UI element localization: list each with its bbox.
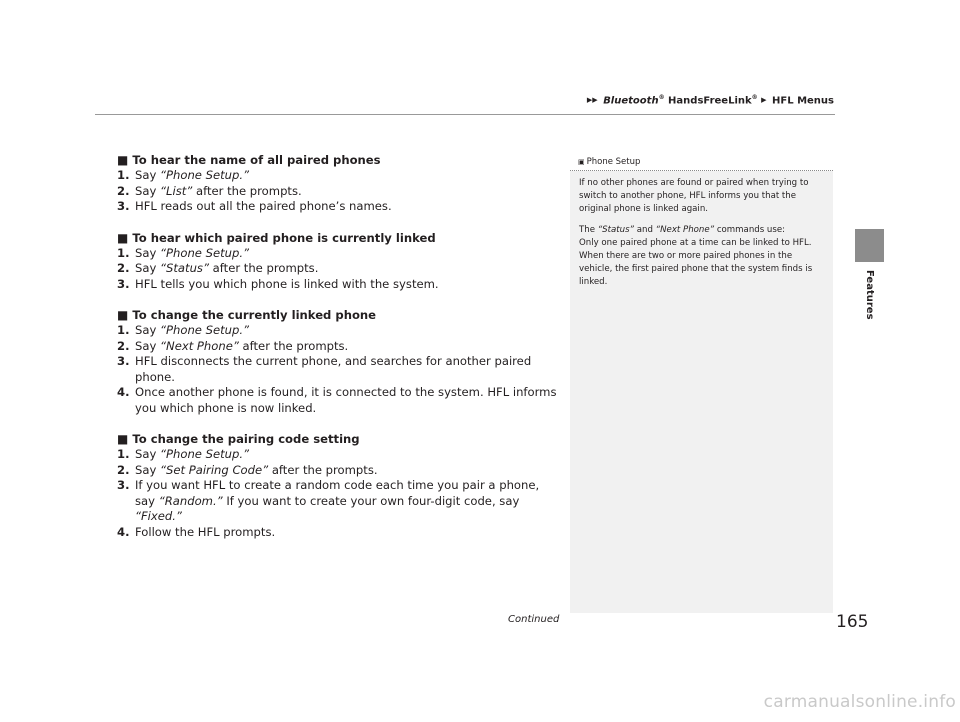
sidebar-paragraph: Only one paired phone at a time can be linked to HFL. When there are two or more paired phones in the vehicle, the first paired phone that the system finds is linked. [579, 238, 813, 287]
step: 3. HFL disconnects the current phone, and searches for another paired phone. [117, 354, 532, 384]
main-content [117, 152, 557, 555]
bullet-square-icon: ■ [117, 308, 129, 322]
sidebar-note [570, 155, 833, 613]
step: 1. Say “Phone Setup.” [117, 168, 250, 182]
section-all-paired [117, 152, 557, 215]
step: 1. Say “Phone Setup.” [117, 245, 250, 260]
section-change-linked [117, 307, 557, 416]
breadcrumb-hfl-menus: HFL Menus [772, 95, 834, 107]
bullet-square-icon: ■ [117, 432, 129, 446]
breadcrumb-handsfreelink: HandsFreeLink [668, 95, 752, 107]
chapter-tab [855, 229, 884, 262]
chapter-label: Features [864, 270, 875, 320]
section-title: ■ To change the pairing code setting [117, 432, 360, 446]
reference-box-icon: ▣ [578, 158, 585, 166]
section-title: ■ To hear the name of all paired phones [117, 153, 381, 167]
step: 2. Say “Next Phone” after the prompts. [117, 338, 349, 353]
header-rule [95, 114, 835, 115]
page-number: 165 [836, 612, 869, 632]
section-title: ■ To hear which paired phone is currently linked [117, 230, 436, 245]
arrow-icon: ▶ [761, 96, 767, 105]
breadcrumb [587, 94, 834, 106]
watermark: carmanualsonline.info [763, 692, 956, 712]
step: 3. HFL reads out all the paired phone’s names. [117, 199, 392, 213]
step: 2. Say “Status” after the prompts. [117, 261, 319, 275]
step: 3. HFL tells you which phone is linked with the system. [117, 276, 439, 291]
step: 1. Say “Phone Setup.” [117, 323, 250, 337]
continued-label: Continued [508, 614, 560, 625]
sidebar-body [570, 171, 833, 289]
registered-mark: ® [658, 94, 665, 101]
step: 2. Say “List” after the prompts. [117, 183, 302, 198]
breadcrumb-bluetooth: Bluetooth [603, 95, 659, 107]
bullet-square-icon: ■ [117, 153, 129, 167]
registered-mark: ® [751, 94, 758, 101]
section-pairing-code [117, 431, 557, 540]
step: 2. Say “Set Pairing Code” after the prompts. [117, 462, 378, 477]
sidebar-paragraph: The “Status” and “Next Phone” commands use: [579, 225, 786, 235]
sidebar-title: ▣ Phone Setup [570, 155, 833, 171]
step: 4. Follow the HFL prompts. [117, 524, 276, 539]
step: 1. Say “Phone Setup.” [117, 447, 250, 461]
sidebar-paragraph: If no other phones are found or paired when trying to switch to another phone, HFL informs you that the original phone is linked again. [579, 178, 809, 214]
arrow-icon: ▶▶ [586, 96, 598, 105]
step: 4. Once another phone is found, it is connected to the system. HFL informs you which phone is now linked. [117, 385, 557, 415]
section-title: ■ To change the currently linked phone [117, 308, 377, 322]
section-currently-linked [117, 230, 557, 293]
bullet-square-icon: ■ [117, 230, 129, 245]
step: 3. If you want HFL to create a random code each time you pair a phone, say “Random.” If you want to create your own four-digit code, say “Fixed.” [117, 478, 540, 523]
